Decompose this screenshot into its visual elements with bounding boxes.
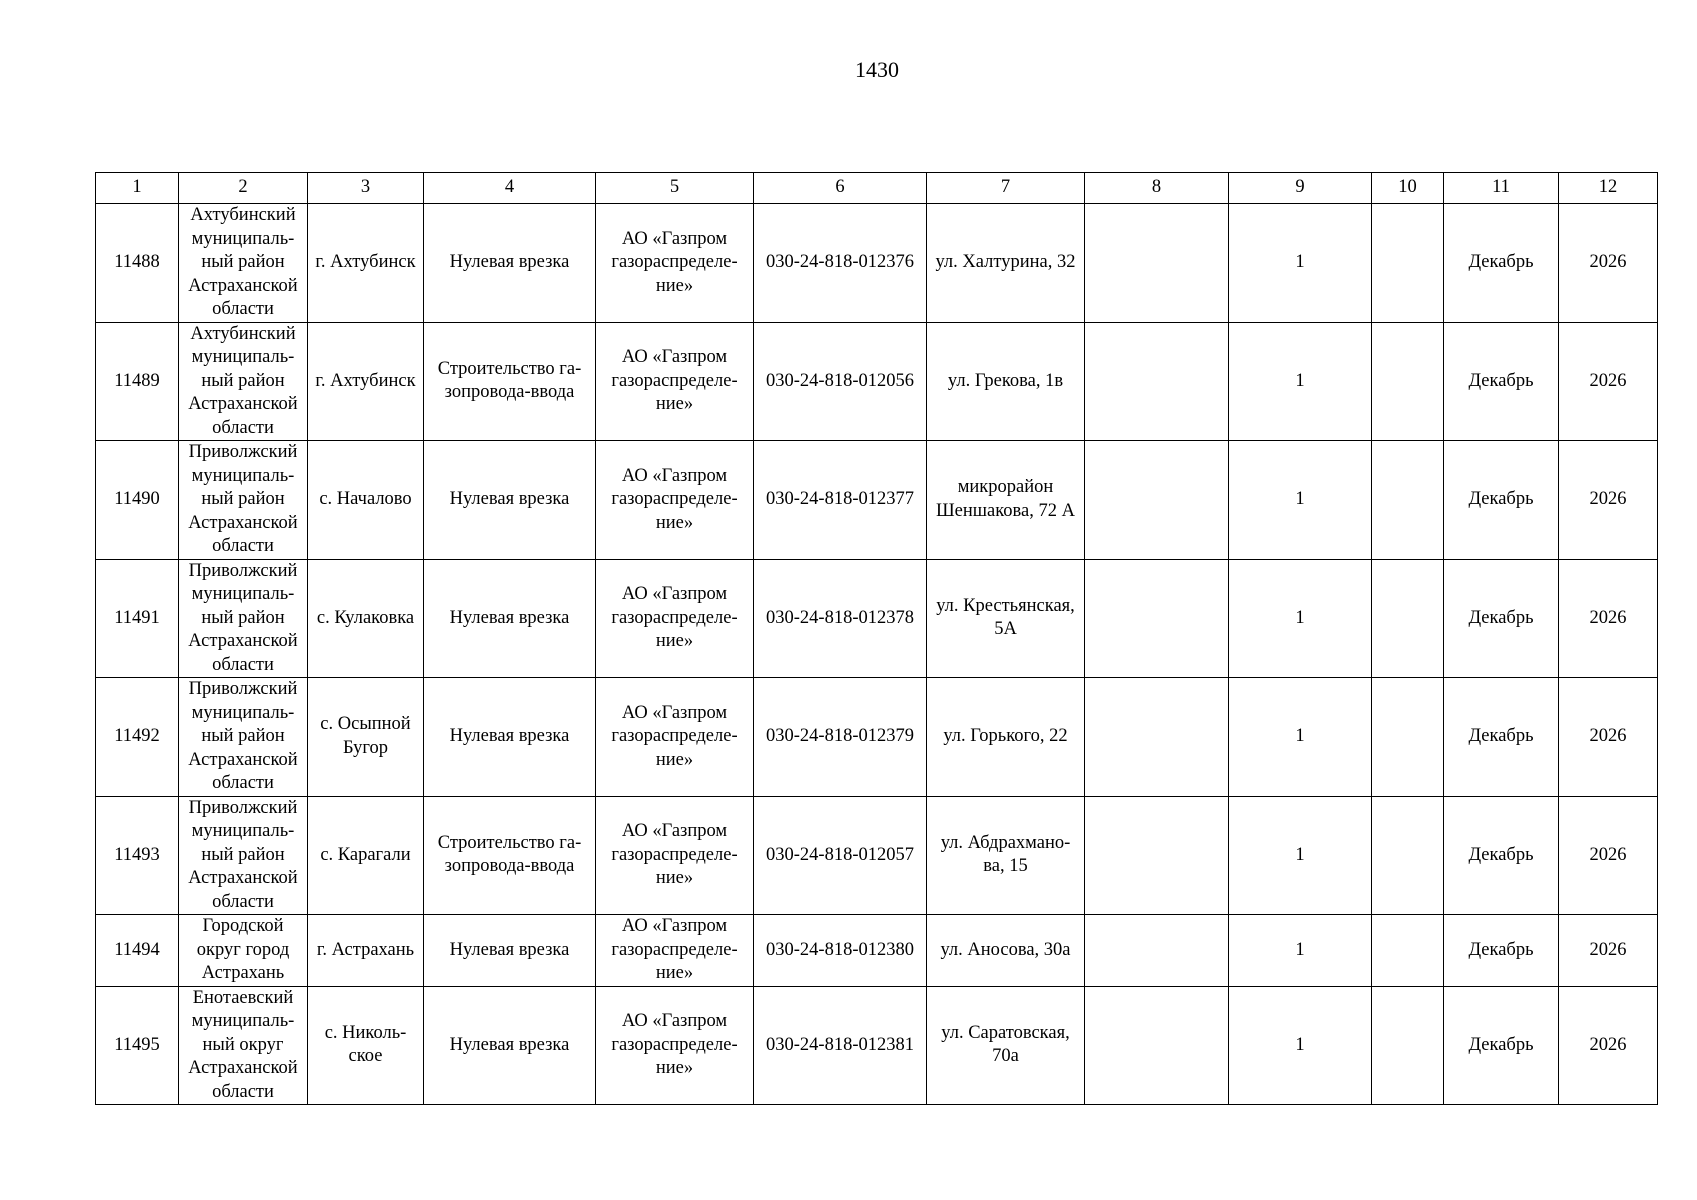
object-code-cell: 030-24-818-012377 [754, 441, 927, 560]
object-code-cell: 030-24-818-012378 [754, 559, 927, 678]
table-header [96, 173, 1658, 204]
settlement-cell: г. Астрахань [308, 915, 424, 987]
gasification-register-table [95, 172, 1658, 1105]
table-row [96, 559, 1658, 678]
settlement-cell: с. Кулаковка [308, 559, 424, 678]
quantity-cell: 1 [1229, 678, 1372, 797]
column-8-cell [1085, 204, 1229, 323]
address-cell: ул. Халтурина, 32 [927, 204, 1085, 323]
municipality-cell: Городской округ город Астрахань [179, 915, 308, 987]
column-header-12: 12 [1559, 173, 1658, 204]
month-cell: Декабрь [1444, 796, 1559, 915]
column-header-10: 10 [1372, 173, 1444, 204]
year-cell: 2026 [1559, 986, 1658, 1105]
work-type-cell: Нулевая врезка [424, 915, 596, 987]
organization-cell: АО «Газпром газораспределе- ние» [596, 796, 754, 915]
quantity-cell: 1 [1229, 559, 1372, 678]
table-row [96, 796, 1658, 915]
table-row [96, 322, 1658, 441]
municipality-cell: Приволжский муниципаль- ный район Астраханской области [179, 796, 308, 915]
column-10-cell [1372, 678, 1444, 797]
month-cell: Декабрь [1444, 559, 1559, 678]
municipality-cell: Ахтубинский муниципаль- ный район Астраханской области [179, 204, 308, 323]
year-cell: 2026 [1559, 204, 1658, 323]
column-10-cell [1372, 204, 1444, 323]
month-cell: Декабрь [1444, 986, 1559, 1105]
column-8-cell [1085, 796, 1229, 915]
settlement-cell: с. Николь- ское [308, 986, 424, 1105]
column-8-cell [1085, 559, 1229, 678]
work-type-cell: Нулевая врезка [424, 986, 596, 1105]
table-row [96, 678, 1658, 797]
settlement-cell: с. Карагали [308, 796, 424, 915]
year-cell: 2026 [1559, 559, 1658, 678]
header-row [96, 173, 1658, 204]
column-header-8: 8 [1085, 173, 1229, 204]
municipality-cell: Енотаевский муниципаль- ный округ Астраханской области [179, 986, 308, 1105]
row-number-cell: 11494 [96, 915, 179, 987]
address-cell: ул. Горького, 22 [927, 678, 1085, 797]
quantity-cell: 1 [1229, 986, 1372, 1105]
quantity-cell: 1 [1229, 204, 1372, 323]
row-number-cell: 11492 [96, 678, 179, 797]
quantity-cell: 1 [1229, 441, 1372, 560]
column-header-3: 3 [308, 173, 424, 204]
column-10-cell [1372, 986, 1444, 1105]
column-header-2: 2 [179, 173, 308, 204]
year-cell: 2026 [1559, 322, 1658, 441]
organization-cell: АО «Газпром газораспределе- ние» [596, 441, 754, 560]
column-header-4: 4 [424, 173, 596, 204]
column-8-cell [1085, 986, 1229, 1105]
year-cell: 2026 [1559, 678, 1658, 797]
month-cell: Декабрь [1444, 322, 1559, 441]
month-cell: Декабрь [1444, 678, 1559, 797]
organization-cell: АО «Газпром газораспределе- ние» [596, 322, 754, 441]
organization-cell: АО «Газпром газораспределе- ние» [596, 915, 754, 987]
row-number-cell: 11493 [96, 796, 179, 915]
table-row [96, 986, 1658, 1105]
address-cell: микрорайон Шеншакова, 72 А [927, 441, 1085, 560]
quantity-cell: 1 [1229, 322, 1372, 441]
row-number-cell: 11489 [96, 322, 179, 441]
month-cell: Декабрь [1444, 204, 1559, 323]
table-row [96, 204, 1658, 323]
year-cell: 2026 [1559, 441, 1658, 560]
column-10-cell [1372, 559, 1444, 678]
address-cell: ул. Крестьянская, 5А [927, 559, 1085, 678]
municipality-cell: Ахтубинский муниципаль- ный район Астраханской области [179, 322, 308, 441]
column-header-7: 7 [927, 173, 1085, 204]
column-8-cell [1085, 441, 1229, 560]
month-cell: Декабрь [1444, 441, 1559, 560]
organization-cell: АО «Газпром газораспределе- ние» [596, 678, 754, 797]
table-row [96, 441, 1658, 560]
table-row [96, 915, 1658, 987]
address-cell: ул. Абдрахмано- ва, 15 [927, 796, 1085, 915]
object-code-cell: 030-24-818-012376 [754, 204, 927, 323]
column-8-cell [1085, 322, 1229, 441]
object-code-cell: 030-24-818-012057 [754, 796, 927, 915]
column-8-cell [1085, 915, 1229, 987]
object-code-cell: 030-24-818-012056 [754, 322, 927, 441]
column-header-11: 11 [1444, 173, 1559, 204]
settlement-cell: г. Ахтубинск [308, 204, 424, 323]
settlement-cell: с. Началово [308, 441, 424, 560]
object-code-cell: 030-24-818-012380 [754, 915, 927, 987]
row-number-cell: 11495 [96, 986, 179, 1105]
organization-cell: АО «Газпром газораспределе- ние» [596, 204, 754, 323]
work-type-cell: Нулевая врезка [424, 678, 596, 797]
address-cell: ул. Аносова, 30а [927, 915, 1085, 987]
work-type-cell: Строительство га- зопровода-ввода [424, 322, 596, 441]
work-type-cell: Нулевая врезка [424, 441, 596, 560]
quantity-cell: 1 [1229, 915, 1372, 987]
row-number-cell: 11488 [96, 204, 179, 323]
address-cell: ул. Грекова, 1в [927, 322, 1085, 441]
column-10-cell [1372, 796, 1444, 915]
column-header-6: 6 [754, 173, 927, 204]
work-type-cell: Строительство га- зопровода-ввода [424, 796, 596, 915]
row-number-cell: 11491 [96, 559, 179, 678]
settlement-cell: с. Осыпной Бугор [308, 678, 424, 797]
work-type-cell: Нулевая врезка [424, 204, 596, 323]
address-cell: ул. Саратовская, 70а [927, 986, 1085, 1105]
column-10-cell [1372, 915, 1444, 987]
municipality-cell: Приволжский муниципаль- ный район Астраханской области [179, 559, 308, 678]
column-header-9: 9 [1229, 173, 1372, 204]
settlement-cell: г. Ахтубинск [308, 322, 424, 441]
column-10-cell [1372, 441, 1444, 560]
quantity-cell: 1 [1229, 796, 1372, 915]
row-number-cell: 11490 [96, 441, 179, 560]
object-code-cell: 030-24-818-012379 [754, 678, 927, 797]
month-cell: Декабрь [1444, 915, 1559, 987]
organization-cell: АО «Газпром газораспределе- ние» [596, 559, 754, 678]
year-cell: 2026 [1559, 796, 1658, 915]
column-8-cell [1085, 678, 1229, 797]
organization-cell: АО «Газпром газораспределе- ние» [596, 986, 754, 1105]
year-cell: 2026 [1559, 915, 1658, 987]
table-body [96, 204, 1658, 1105]
work-type-cell: Нулевая врезка [424, 559, 596, 678]
page-number: 1430 [855, 57, 899, 82]
column-header-1: 1 [96, 173, 179, 204]
object-code-cell: 030-24-818-012381 [754, 986, 927, 1105]
municipality-cell: Приволжский муниципаль- ный район Астраханской области [179, 678, 308, 797]
column-10-cell [1372, 322, 1444, 441]
municipality-cell: Приволжский муниципаль- ный район Астраханской области [179, 441, 308, 560]
column-header-5: 5 [596, 173, 754, 204]
